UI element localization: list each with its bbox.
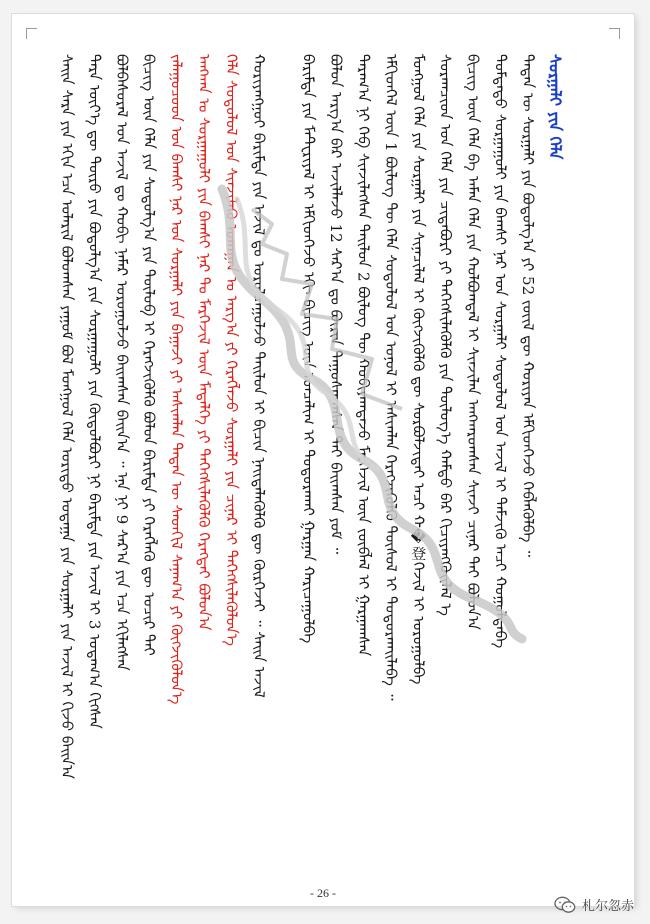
document-page (12, 14, 634, 906)
wechat-icon (554, 896, 576, 914)
text-column: ᠮᠣᠩᠭᠣᠯ ᠬᠡᠯᠡ ᠶᠢᠨ ᠰᠤᠷᠭᠠᠯᠢ ᠶᠢᠨ ᠰᠢᠨᠡᠴᠢᠯᠡᠯ ᠢ ᠬᠥᠭᠵᠢᠭᠦᠯᠬᠦ ᠳᠦ ᠰᠤᠷᠪᠤᠯᠵᠢᠲᠠᠢ ᠠᠴᠢ ᠬ�登ᠭᠡᠵᠢᠯ ᠢ ᠣᠷᠣᠭᠤᠯᠪᠠ (409, 54, 428, 685)
text-column: ᠳᠤᠮᠳᠠᠳᠤ ᠰᠤᠷᠭᠠᠭᠤᠯᠢ ᠶᠢᠨ ᠪᠠᠭᠰᠢ ᠨᠠᠷ ᠤᠨ ᠰᠤᠷᠭᠠᠯᠢ ᠰᠤᠳᠤᠯᠤᠯ ᠤᠨ ᠠᠵᠢᠯ ᠢ ᠳᠡᠮᠵᠢᠬᠦ ᠠᠴᠢ ᠬᠤᠭᠤᠯᠳᠠᠪᠠ (491, 54, 510, 649)
paragraph-gap (276, 54, 290, 824)
text-column: ᠬᠡᠯᠡ ᠰᠤᠳᠤᠯᠤᠯ ᠤᠨ ᠰᠢᠨᠵᠢᠯᠡᠬᠦ ᠤᠬᠠᠭᠠᠨ ᠤ ᠠᠷᠭ᠎ᠠ ᠶᠢ ᠬᠡᠷᠡᠭᠯᠡᠵᠦ ᠰᠤᠷᠭᠠᠯᠢ ᠶᠢᠨ ᠴᠢᠨᠠᠷ ᠢ ᠳᠡᠭᠡᠭᠰᠢᠯᠡᠭᠦᠯᠦᠨ᠎ᠡ (222, 54, 241, 646)
text-column: ᠡᠮᠬᠢᠳᠬᠡᠯ ᠦᠨ 1 ᠪᠦᠯᠦᠭ ᠲᠦ ᠬᠡᠯᠡ ᠰᠤᠳᠤᠯᠤᠯ ᠤᠨ ᠣᠨᠣᠯ ᠢ ᠠᠰᠢᠭᠯᠠᠨ ᠬᠡᠷᠡᠭᠵᠢᠭᠦᠯᠬᠦ ᠲᠥᠰᠦᠯ ᠢ ᠲᠣᠳᠣᠷᠬᠠᠢᠯᠠᠪᠠ ᠃ (381, 54, 400, 701)
section-heading: ᠰᠤᠷᠭᠠᠯᠢ ᠶᠢᠨ ᠬᠡᠯᠡ (545, 54, 565, 160)
page-number: - 26 - (310, 886, 336, 900)
text-column: ᠬᠣᠷᠢᠶᠠᠩᠭᠤᠢ ᠪᠠᠷᠢᠮᠲᠠ ᠶᠢᠨ ᠠᠵᠢᠯ ᠳᠤ ᠣᠷᠣᠯᠴᠠᠭᠤᠯᠵᠤ ᠲᠠᠢᠯᠤᠨ ᠢ ᠪᠢᠴᠢᠨ ᠨᠡᠢᠲᠡᠯᠡᠭᠦᠯᠬᠦ ᠳᠦ ᠬᠦᠷᠭᠡᠵᠡᠢ ᠃ ᠰᠠᠢᠨ ᠠᠵᠢᠯ (249, 54, 268, 698)
text-column: ᠪᠢᠴᠢᠭ ᠦᠨ ᠬᠡᠯᠡ ᠶᠢᠨ ᠰᠤᠳᠤᠯᠭ᠎ᠠ ᠶᠢᠨ ᠲᠥᠯᠥᠪ ᠢ ᠬᠡᠷᠡᠭᠵᠢᠭᠦᠯᠬᠦ ᠪᠣᠯᠣᠨ ᠪᠠᠷᠢᠮᠲᠠ ᠶᠢ ᠬᠡᠷᠡᠭᠯᠡᠬᠦ ᠳᠦ ᠤᠴᠢᠷ ᠲᠠᠢ (140, 54, 159, 656)
text-column: ᠲᠡᠷᠡ ᠦᠶ᠎ᠡ ᠳᠦ ᠲᠥᠷᠥ ᠶᠢᠨ ᠪᠣᠳᠣᠯᠭ᠎ᠠ ᠶᠢᠨ ᠰᠤᠷᠭᠠᠭᠤᠯᠢ ᠶᠢᠨ ᠬᠥᠲᠥᠯᠪᠦᠷᠢ ᠨᠢ ᠪᠠᠷᠢᠮᠲᠠ ᠶᠢᠨ ᠠᠵᠢᠯ ᠢ 3 ᠤᠳᠠᠭ᠎ᠠ ᠬᠢᠭᠰᠡᠨ (85, 54, 104, 729)
text-column: ᠰᠤᠷᠠᠭᠴᠢᠳ ᠤᠨ ᠬᠡᠯᠡ ᠶᠢᠨ ᠴᠢᠳᠠᠪᠤᠷᠢ ᠶᠢ ᠳᠡᠭᠡᠭᠰᠢᠯᠡᠭᠦᠯᠬᠦ ᠶᠢᠨ ᠲᠥᠯᠥᠭ᠎ᠡ ᠬᠠᠮᠲᠤ ᠪᠡᠷ ᠬᠢᠴᠢᠶᠡᠩᠭᠦᠢᠯᠡᠯ ᠡ (436, 54, 455, 616)
text-column: ᠪᠣᠯᠤᠨ ᠠᠷᠭ᠎ᠠ ᠪᠠᠷ ᠠᠵᠢᠯᠯᠠᠵᠤ 12 ᠰᠠᠷ᠎ᠠ ᠳᠤ ᠪᠦᠷᠢᠨ ᠳᠠᠭᠤᠰᠬᠠᠭᠰᠠᠨ ᠲᠠᠢ ᠪᠠᠢᠭᠰᠠᠨ ᠶᠤᠮ ᠃ (327, 54, 346, 554)
crop-mark-top-left (26, 28, 37, 39)
text-column: ᠪᠢᠴᠢᠭ ᠦᠨ ᠬᠡᠯᠡ ᠪᠠ ᠠᠮᠠᠨ ᠬᠡᠯᠡ ᠶᠢᠨ ᠬᠣᠯᠪᠣᠭᠳᠠᠯ ᠢ ᠰᠢᠨᠵᠢᠯᠡᠨ ᠠᠩᠬᠠᠷᠤᠭᠰᠠᠨ ᠰᠢᠨᠵᠢ ᠴᠢᠨᠠᠷ ᠲᠠᠢ ᠪᠣᠯᠤᠨ᠎ᠠ (464, 54, 483, 630)
account-badge[interactable] (554, 895, 634, 914)
crop-mark-top-right (609, 28, 620, 39)
paragraph-gap (573, 54, 587, 824)
text-column: ᠲᠡᠳᠡᠨ ᠦ ᠰᠤᠷᠭᠠᠯᠢ ᠶᠢᠨ ᠪᠣᠳᠣᠯᠭ᠎ᠠ ᠶᠢ 52 ᠵᠦᠢᠯ ᠳᠦ ᠬᠤᠷᠢᠶᠠᠨ ᠡᠮᠬᠢᠳᠬᠡᠵᠦ ᠬᠡᠪᠯᠡᠭᠦᠯᠪᠡ ᠃ (518, 54, 537, 557)
text-column: ᠪᠠᠷᠢᠮᠲᠠ ᠶᠢᠨ ᠮᠠᠲᠧᠷᠢᠶᠠᠯ ᠢ ᠡᠮᠬᠢᠳᠭᠡᠵᠦ ᠡᠬᠢ ᠪᠢᠴᠢᠭ ᠦᠨ ᠣᠨᠴᠠᠯᠢᠭ ᠢ ᠲᠣᠳᠣᠷᠠᠬᠠᠢ ᠭᠠᠷᠭᠠᠨ ᠬᠠᠷᠢᠴᠠᠭᠤᠯᠪᠠ (299, 54, 318, 644)
text-column: ᠰᠠᠢᠨ ᠰᠠᠷᠠ ᠶᠢᠨ ᠡᠬᠢᠨ ᠡᠴᠡ ᠤᠯᠠᠷᠢᠯ ᠪᠤᠯᠤᠭᠰᠠᠨ ᠶᠠᠭᠤᠮ ᠪᠣᠯ ᠮᠣᠩᠭᠣᠯ ᠬᠡᠯᠡ ᠤᠷᠢᠳᠤ ᠤᠳᠠᠭᠠ ᠶᠢᠨ ᠰᠤᠷᠭᠠᠯᠢ ᠶᠢᠨ ᠠᠵᠢᠯ ᠢ ᠬᠢᠵᠦ ᠪᠠᠢᠨ᠎ᠠ (58, 54, 76, 779)
text-column: ᠵᠠᠯᠠᠭᠤᠴᠤᠳ ᠤᠨ ᠪᠠᠭᠰᠢ ᠨᠠᠷ ᠤᠨ ᠰᠤᠷᠭᠠᠯᠢ ᠶᠢᠨ ᠪᠠᠭᠠᠵᠢ ᠶᠢ ᠠᠰᠢᠭᠯᠠᠨ ᠲᠡᠳᠡᠨ ᠦ ᠰᠡᠳᠬᠢᠯ ᠰᠠᠨᠠᠭ᠎ᠠ ᠶᠢ ᠬᠥᠭᠵᠢᠭᠦᠯᠦᠨ᠎ᠡ (167, 54, 186, 705)
text-column: ᠪᠣᠯᠪᠠᠰᠤᠷᠠᠯ ᠤᠨ ᠠᠵᠢᠯ ᠳᠤ ᠬᠤᠪᠢ ᠨᠡᠮᠡᠷ ᠣᠷᠣᠭᠤᠯᠵᠤ ᠪᠠᠢᠭᠰᠠᠨ ᠪᠠᠢᠨ᠎ᠠ ᠃ ᠡᠨᠡ ᠨᠢ 9 ᠰᠠᠷ᠎ᠠ ᠶᠢᠨ ᠡᠴᠡ ᠡᠬᠢᠯᠡᠭᠰᠡᠨ (112, 54, 131, 671)
text-column: ᠠᠩᠬᠠᠨ ᠤ ᠰᠤᠷᠭᠠᠭᠤᠯᠢ ᠶᠢᠨ ᠪᠠᠭᠰᠢ ᠨᠠᠷ ᠲᠤ ᠮᠡᠷᠭᠡᠵᠢᠯ ᠦᠨ ᠮᠡᠳᠡᠯᠭᠡ ᠶᠢ ᠳᠡᠭᠡᠭᠰᠢᠯᠡᠭᠦᠯᠬᠦ ᠬᠡᠷᠡᠭᠲᠡᠢ ᠪᠣᠯᠤᠨ᠎ᠠ (195, 54, 214, 631)
account-name: 札尔忽赤 (581, 899, 634, 914)
text-column: ᠳᠠᠷᠠᠭ᠎ᠠ ᠨᠢ ᠬᠡᠪ ᠰᠢᠨᠵᠢᠯᠡᠭᠰᠡᠨ ᠲᠠᠢᠯᠤᠨ 2 ᠪᠦᠯᠦᠭ ᠲᠦ ᠬᠤᠪᠢᠶᠠᠭᠳᠠᠵᠤ ᠮᠡᠷᠭᠡᠵᠢᠯ ᠦᠨ ᠵᠥᠪᠯᠡᠯ ᠢ ᠭᠠᠷᠭᠠᠭᠰᠠᠨ (354, 54, 373, 657)
mongolian-text-block (57, 54, 587, 834)
